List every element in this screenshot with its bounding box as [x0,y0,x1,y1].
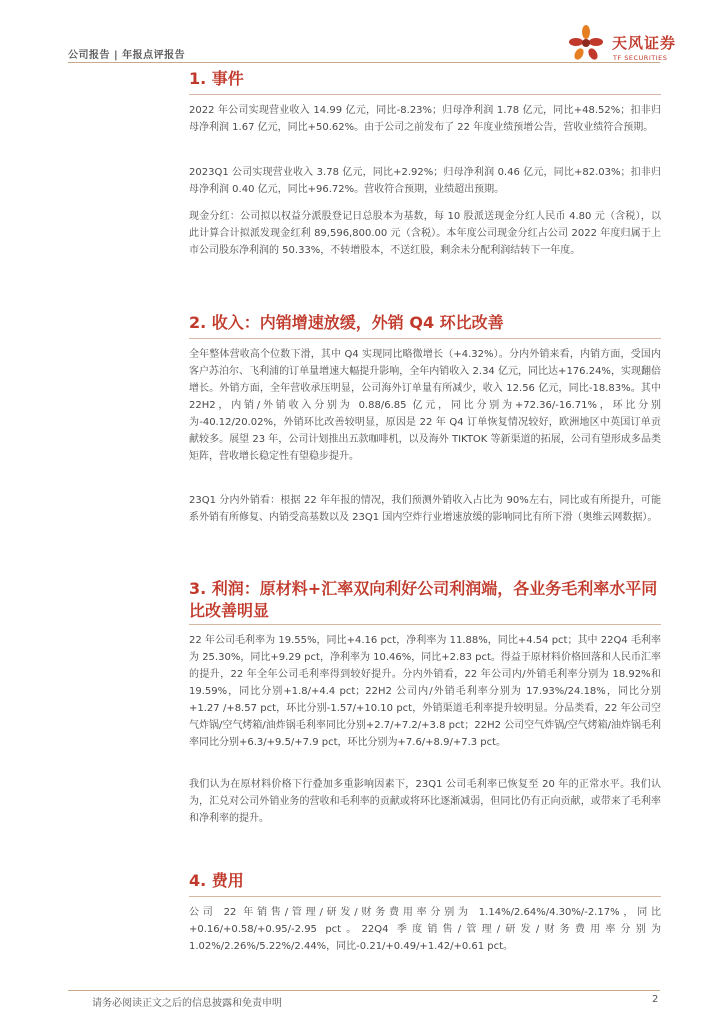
footer-divider [68,990,660,991]
section-4-paragraph-1: 公司 22 年销售/管理/研发/财务费用率分别为 1.14%/2.64%/4.30%/-2.17%，同比+0.16/+0.58/+0.95/-2.95 pct。22Q4 季度销售/管理/研发/财务费用率分别为 1.02%/2.26%/5.22%/2.44%，同比-0.21/+0.49/+1.42/+0.61 pct。 [189,907,661,952]
section-4-divider [189,896,661,897]
section-2-title: 2. 收入：内销增速放缓，外销 Q4 环比改善 [189,313,504,332]
page-number: 2 [652,994,659,1005]
section-2-paragraph-1: 全年整体营收高个位数下滑，其中 Q4 实现同比略微增长（+4.32%）。分内外销来看，内销方面，受国内客户苏泊尔、飞利浦的订单量增速大幅提升影响，全年内销收入 2.34 亿元，同比达+176.24%，实现翻倍增长。外销方面，全年营收承压明显，公司海外订单量有所减少，收入 12.56 亿元，同比-18.83%。其中 22H2，内销/外销收入分别为 0.88/6.85 亿元，同比分别为+72.36/-16.71%，环比分别为-40.12/20.02%，外销环比改善较明显，原因是 22 年 Q4 订单恢复情况较好，欧洲地区中英国订单贡献较多。展望 23 年，公司计划推出五款咖啡机，以及海外 TIKTOK 等新渠道的拓展，公司有望形成多品类矩阵，营收增长稳定性有望稳步提升。 [189,349,661,462]
section-2-paragraph-2: 23Q1 分内外销看：根据 22 年年报的情况，我们预测外销收入占比为 90%左右，同比或有所提升，可能系外销有所修复、内销受高基数以及 23Q1 国内空炸行业增速放缓的影响同比有所下滑（奥维云网数据）。 [189,495,661,523]
section-3-divider [189,624,661,625]
logo-name-cn: 天风证券 [612,34,677,52]
section-1-title: 1. 事件 [189,69,244,88]
section-3-paragraph-1: 22 年公司毛利率为 19.55%，同比+4.16 pct，净利率为 11.88%，同比+4.54 pct；其中 22Q4 毛利率为 25.30%，同比+9.29 pct，净利率为 10.46%，同比+2.83 pct。得益于原材料价格回落和人民币汇率的提升，22 年全年公司毛利率得到较好提升。分内外销看，22 年公司内/外销毛利率分别为 18.92%和 19.59%，同比分别+1.8/+4.4 pct；22H2 公司内/外销毛利率分别为 17.93%/24.18%，同比分别+1.27 /+8.57 pct，环比分别-1.57/+10.10 pct，外销渠道毛利率提升较明显。分品类看，22 年公司空气炸锅/空气烤箱/油炸锅毛利率同比分别+2.7/+7.2/+3.8 pct；22H2 公司空气炸锅/空气烤箱/油炸锅毛利率同比分别+6.3/+9.5/+7.9 pct，环比分别为+7.6/+8.9/+7.3 pct。 [189,635,661,748]
report-type-label: 公司报告 | 年报点评报告 [68,50,186,61]
section-4-title: 4. 费用 [189,871,244,890]
section-1-paragraph-1: 2022 年公司实现营业收入 14.99 亿元，同比-8.23%；归母净利润 1.78 亿元，同比+48.52%；扣非归母净利润 1.67 亿元，同比+50.62%。由于公司之前发布了 22 年度业绩预增公告，营收业绩符合预期。 [189,105,661,133]
company-logo [568,24,688,68]
tf-flower-icon [568,24,604,64]
logo-name-en: TF SECURITIES [613,54,668,62]
section-1-paragraph-3: 现金分红：公司拟以权益分派股登记日总股本为基数，每 10 股派送现金分红人民币 4.80 元（含税），以此计算合计拟派发现金红利 89,596,800.00 元（含税）。本年度公司现金分红占公司 2022 年度归属于上市公司股东净利润的 50.33%，不转增股本，不送红股，剩余未分配利润结转下一年度。 [189,211,661,256]
section-3-paragraph-2: 我们认为在原材料价格下行叠加多重影响因素下，23Q1 公司毛利率已恢复至 20 年的正常水平。我们认为，汇兑对公司外销业务的营收和毛利率的贡献或将环比逐渐减弱，但同比仍有正向贡献，或带来了毛利率和净利率的提升。 [189,779,661,824]
section-1-paragraph-2: 2023Q1 公司实现营业收入 3.78 亿元，同比+2.92%；归母净利润 0.46 亿元，同比+82.03%；扣非归母净利润 0.40 亿元，同比+96.72%。营收符合预期，业绩超出预期。 [189,167,661,195]
section-1-divider [189,94,661,95]
section-2-divider [189,338,661,339]
section-3-title: 3. 利润：原材料+汇率双向利好公司利润端，各业务毛利率水平同比改善明显 [189,579,658,620]
disclaimer-text: 请务必阅读正文之后的信息披露和免责申明 [92,998,282,1009]
